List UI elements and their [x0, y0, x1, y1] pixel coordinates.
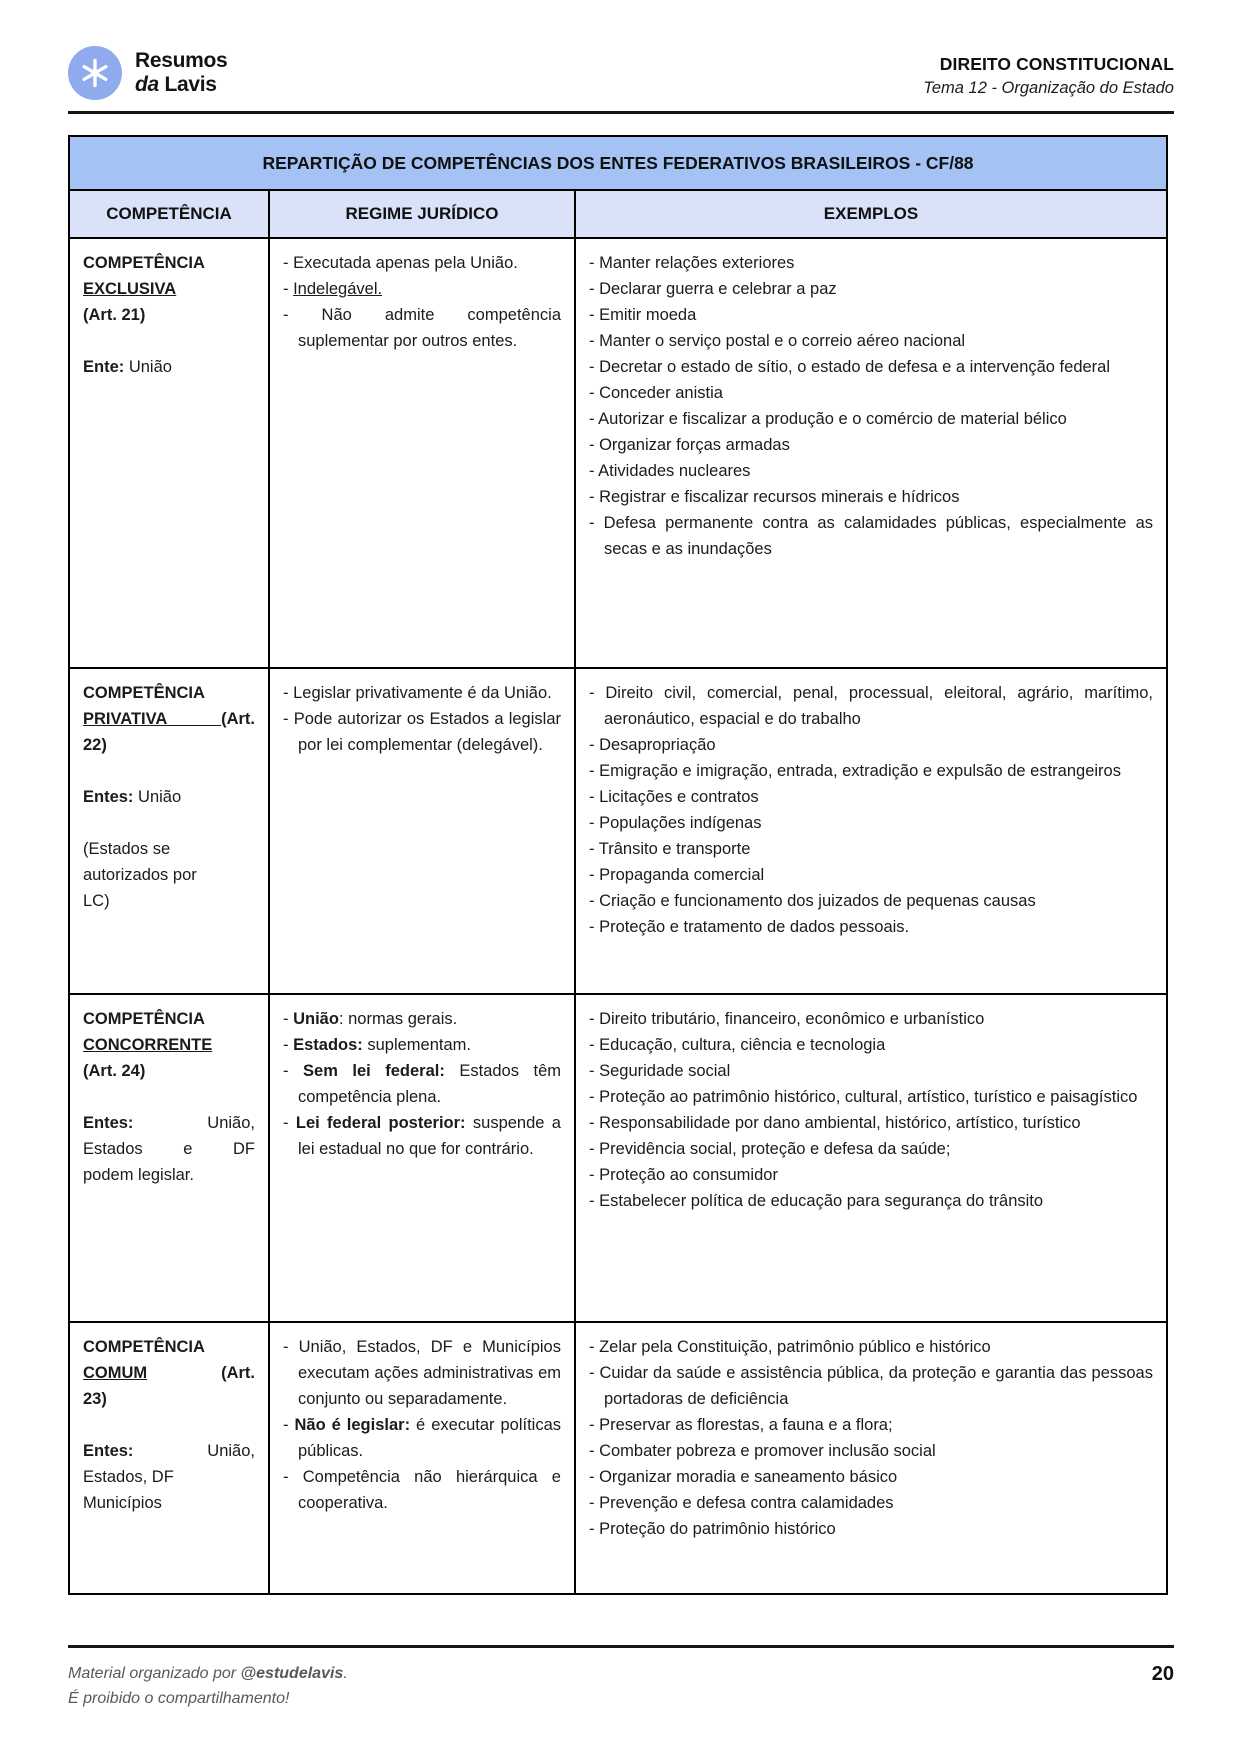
list-item: - Direito tributário, financeiro, econômico e urbanístico [589, 1010, 985, 1028]
list-item: - Educação, cultura, ciência e tecnologia [589, 1036, 886, 1054]
dash-bullet: - [589, 462, 599, 480]
list-item: - Autorizar e fiscalizar a produção e o comércio de material bélico [589, 410, 1067, 428]
text-line: Entes: União, [83, 1114, 255, 1132]
logo-text-line2: da Lavis [135, 73, 217, 96]
cell-exemplos-exclusiva [575, 238, 1167, 668]
cell-competencia-comum [69, 1322, 269, 1594]
cell-regime-privativa [269, 668, 575, 994]
list-item: - Seguridade social [589, 1062, 731, 1080]
dash-bullet: - [283, 254, 294, 272]
text-line [83, 1084, 255, 1110]
dash-bullet: - [589, 1364, 600, 1382]
text-line: COMPETÊNCIA [83, 684, 205, 702]
dash-bullet: - [283, 684, 294, 702]
text-line: (Estados se [83, 840, 171, 858]
cell-regime-concorrente [269, 994, 575, 1322]
logo [68, 46, 227, 100]
list-item: - Executada apenas pela União. [283, 254, 518, 272]
cell-exemplos-comum [575, 1322, 1167, 1594]
header-rule [68, 111, 1174, 114]
dash-bullet: - [589, 280, 600, 298]
list-item: - Não é legislar: é executar políticas públicas. [283, 1416, 562, 1460]
logo-text-line1: Resumos [135, 49, 228, 73]
list-item: - Legislar privativamente é da União. [283, 684, 552, 702]
list-item: - União: normas gerais. [283, 1010, 458, 1028]
page-number: 20 [1151, 1663, 1174, 1685]
dash-bullet: - [589, 1338, 600, 1356]
list-item: - Competência não hierárquica e cooperativa. [283, 1468, 561, 1512]
list-item: - Organizar forças armadas [589, 436, 790, 454]
list-item: - União, Estados, DF e Municípios executam ações administrativas em conjunto ou separadamente. [283, 1338, 561, 1408]
list-item: - Proteção e tratamento de dados pessoais. [589, 918, 910, 936]
text-line: Ente: União [83, 358, 172, 376]
list-item: - Cuidar da saúde e assistência pública, da proteção e garantia das pessoas portadoras de deficiência [589, 1364, 1153, 1408]
footer-handle: @estudelavis [240, 1665, 344, 1682]
dash-bullet: - [589, 892, 600, 910]
document-subtitle: Tema 12 - Organização do Estado [923, 79, 1174, 97]
dash-bullet: - [283, 1062, 304, 1080]
footer-line1: Material organizado por @estudelavis. [68, 1665, 348, 1682]
cell-competencia-privativa [69, 668, 269, 994]
cell-regime-exclusiva [269, 238, 575, 668]
table-row [69, 668, 1167, 994]
dash-bullet: - [589, 384, 600, 402]
text-line: autorizados por [83, 866, 197, 884]
table-row [69, 994, 1167, 1322]
text-line: COMPETÊNCIA [83, 254, 205, 272]
dash-bullet: - [283, 280, 294, 298]
column-header-competencia: COMPETÊNCIA [69, 190, 269, 238]
page-footer [68, 1645, 1174, 1711]
text-line: COMPETÊNCIA [83, 1338, 205, 1356]
dash-bullet: - [589, 918, 600, 936]
text-line: podem legislar. [83, 1166, 194, 1184]
list-item: - Atividades nucleares [589, 462, 751, 480]
footer-line2: É proibido o compartilhamento! [68, 1690, 290, 1707]
dash-bullet: - [589, 358, 600, 376]
column-header-regime-juridico: REGIME JURÍDICO [269, 190, 575, 238]
list-item: - Decretar o estado de sítio, o estado de defesa e a intervenção federal [589, 358, 1111, 376]
list-item: - Criação e funcionamento dos juizados de pequenas causas [589, 892, 1036, 910]
dash-bullet: - [589, 736, 600, 754]
dash-bullet: - [589, 514, 604, 532]
dash-bullet: - [589, 1442, 600, 1460]
list-item: - Populações indígenas [589, 814, 762, 832]
text-line: Municípios [83, 1494, 162, 1512]
list-item: - Proteção ao consumidor [589, 1166, 778, 1184]
dash-bullet: - [589, 1520, 600, 1538]
cell-competencia-concorrente [69, 994, 269, 1322]
dash-bullet: - [283, 1010, 294, 1028]
dash-bullet: - [589, 1062, 600, 1080]
document-title: DIREITO CONSTITUCIONAL [939, 54, 1174, 74]
list-item: - Defesa permanente contra as calamidades públicas, especialmente as secas e as inundações [589, 514, 1154, 558]
dash-bullet: - [283, 1416, 295, 1434]
dash-bullet: - [589, 1140, 600, 1158]
text-line: 22) [83, 736, 107, 754]
dash-bullet: - [283, 1036, 294, 1054]
dash-bullet: - [589, 410, 599, 428]
table-title-row [69, 136, 1167, 190]
text-line: 23) [83, 1390, 107, 1408]
dash-bullet: - [589, 1088, 600, 1106]
dash-bullet: - [589, 762, 600, 780]
list-item: - Registrar e fiscalizar recursos minerais e hídricos [589, 488, 960, 506]
text-line: Entes: União, [83, 1442, 255, 1460]
dash-bullet: - [589, 1494, 600, 1512]
asterisk-icon [68, 46, 122, 100]
text-line: CONCORRENTE [83, 1036, 213, 1054]
list-item: - Responsabilidade por dano ambiental, histórico, artístico, turístico [589, 1114, 1081, 1132]
text-line: COMUM (Art. [83, 1364, 255, 1382]
text-line: Estados e DF [83, 1140, 255, 1158]
dash-bullet: - [589, 684, 606, 702]
dash-bullet: - [589, 254, 600, 272]
text-line: Entes: União [83, 788, 182, 806]
text-line [83, 810, 255, 836]
list-item: - Declarar guerra e celebrar a paz [589, 280, 837, 298]
list-item: - Indelegável. [283, 280, 383, 298]
list-item: - Propaganda comercial [589, 866, 765, 884]
dash-bullet: - [283, 710, 294, 728]
list-item: - Combater pobreza e promover inclusão social [589, 1442, 936, 1460]
list-item: - Proteção ao patrimônio histórico, cultural, artístico, turístico e paisagístico [589, 1088, 1138, 1106]
dash-bullet: - [589, 1114, 600, 1132]
list-item: - Zelar pela Constituição, patrimônio público e histórico [589, 1338, 991, 1356]
list-item: - Emitir moeda [589, 306, 697, 324]
cell-regime-comum [269, 1322, 575, 1594]
list-item: - Estados: suplementam. [283, 1036, 471, 1054]
table-row [69, 238, 1167, 668]
dash-bullet: - [283, 306, 322, 324]
page-header [68, 46, 1174, 100]
dash-bullet: - [589, 840, 599, 858]
column-header-exemplos: EXEMPLOS [575, 190, 1167, 238]
text-line: Estados, DF [83, 1468, 174, 1486]
dash-bullet: - [283, 1468, 303, 1486]
list-item: - Manter o serviço postal e o correio aéreo nacional [589, 332, 966, 350]
dash-bullet: - [589, 814, 600, 832]
cell-exemplos-concorrente [575, 994, 1167, 1322]
dash-bullet: - [589, 788, 600, 806]
table-row [69, 1322, 1167, 1594]
text-line: (Art. 24) [83, 1062, 146, 1080]
text-line: (Art. 21) [83, 306, 146, 324]
list-item: - Lei federal posterior: suspende a lei estadual no que for contrário. [283, 1114, 561, 1158]
list-item: - Estabelecer política de educação para segurança do trânsito [589, 1192, 1044, 1210]
dash-bullet: - [589, 488, 600, 506]
cell-competencia-exclusiva [69, 238, 269, 668]
text-line [83, 1412, 255, 1438]
text-line [83, 328, 255, 354]
list-item: - Organizar moradia e saneamento básico [589, 1468, 898, 1486]
dash-bullet: - [283, 1338, 299, 1356]
list-item: - Trânsito e transporte [589, 840, 751, 858]
table-title: REPARTIÇÃO DE COMPETÊNCIAS DOS ENTES FEDERATIVOS BRASILEIROS - CF/88 [69, 136, 1167, 190]
logo-wordmark [135, 49, 227, 96]
text-line: COMPETÊNCIA [83, 1010, 205, 1028]
list-item: - Emigração e imigração, entrada, extradição e expulsão de estrangeiros [589, 762, 1121, 780]
dash-bullet: - [589, 306, 600, 324]
dash-bullet: - [589, 1416, 600, 1434]
dash-bullet: - [589, 332, 600, 350]
dash-bullet: - [589, 1010, 600, 1028]
list-item: - Sem lei federal: Estados têm competência plena. [283, 1062, 561, 1106]
table-header-row [69, 190, 1167, 238]
dash-bullet: - [589, 1192, 600, 1210]
list-item: - Pode autorizar os Estados a legislar por lei complementar (delegável). [283, 710, 561, 754]
dash-bullet: - [589, 1166, 600, 1184]
list-item: - Não admite competência suplementar por outros entes. [283, 306, 561, 350]
list-item: - Licitações e contratos [589, 788, 759, 806]
competencias-table [68, 135, 1168, 1595]
text-line [83, 758, 255, 784]
text-line: PRIVATIVA (Art. [83, 710, 255, 728]
list-item: - Preservar as florestas, a fauna e a flora; [589, 1416, 893, 1434]
footer-credit [68, 1661, 348, 1711]
list-item: - Previdência social, proteção e defesa da saúde; [589, 1140, 951, 1158]
list-item: - Prevenção e defesa contra calamidades [589, 1494, 894, 1512]
list-item: - Direito civil, comercial, penal, processual, eleitoral, agrário, marítimo, aeronáutico, espacial e do trabalho [589, 684, 1153, 728]
list-item: - Manter relações exteriores [589, 254, 795, 272]
text-line: LC) [83, 892, 110, 910]
list-item: - Proteção do patrimônio histórico [589, 1520, 836, 1538]
text-line: EXCLUSIVA [83, 280, 177, 298]
dash-bullet: - [283, 1114, 296, 1132]
header-titles [923, 46, 1174, 98]
cell-exemplos-privativa [575, 668, 1167, 994]
dash-bullet: - [589, 1468, 600, 1486]
list-item: - Conceder anistia [589, 384, 723, 402]
list-item: - Desapropriação [589, 736, 716, 754]
dash-bullet: - [589, 866, 600, 884]
dash-bullet: - [589, 1036, 600, 1054]
dash-bullet: - [589, 436, 600, 454]
